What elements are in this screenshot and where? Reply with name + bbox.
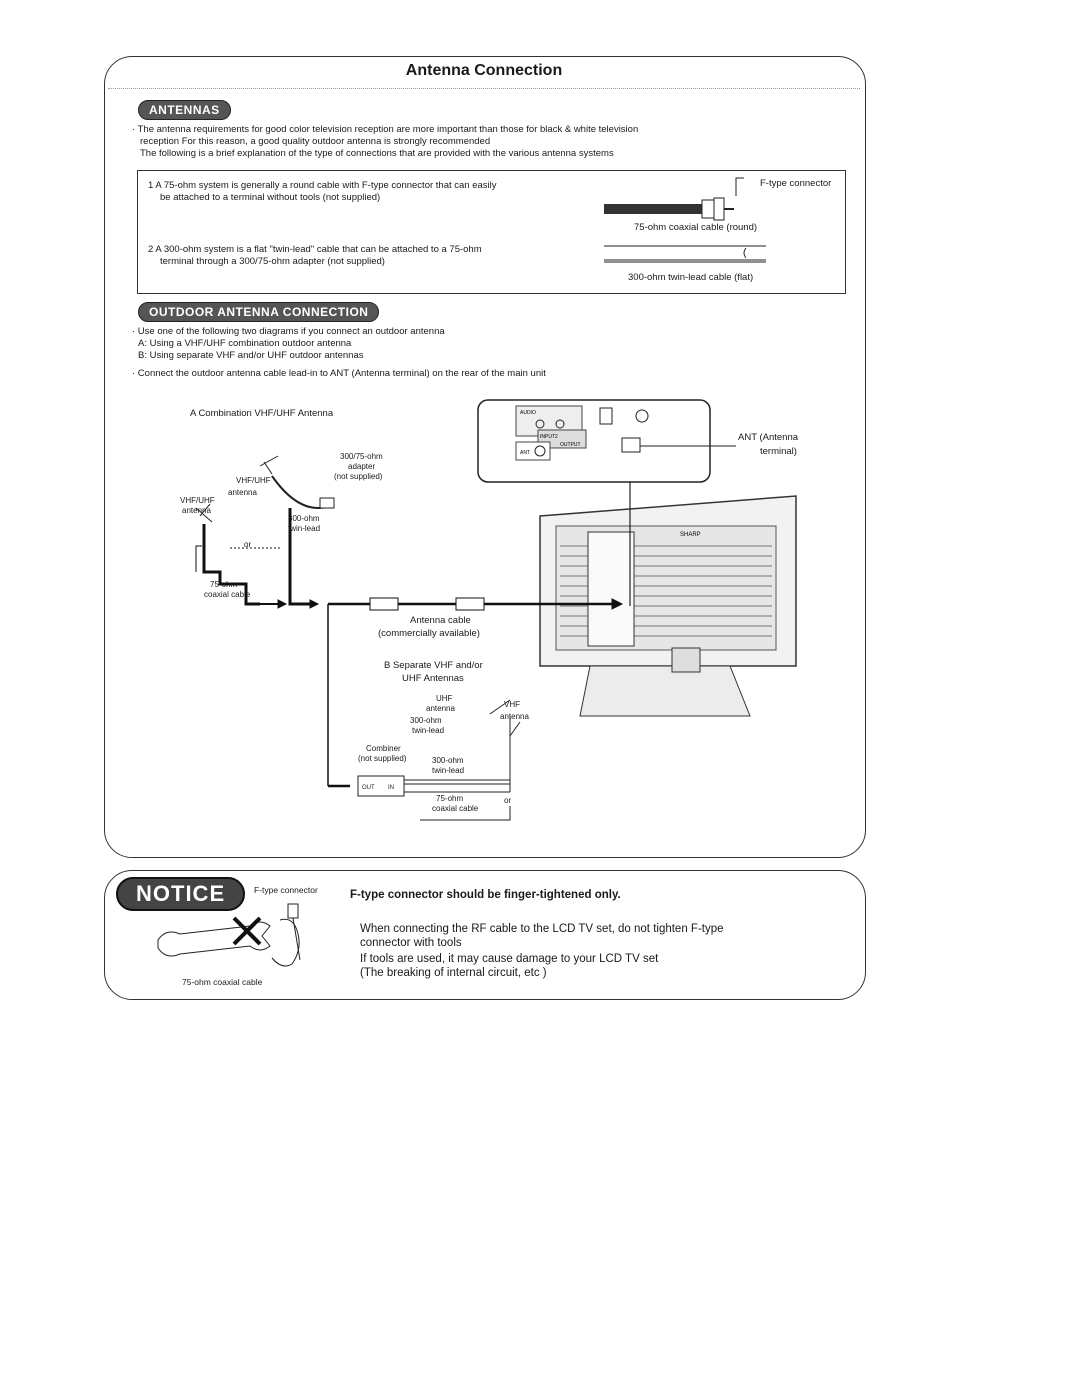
outdoor-line4: · Connect the outdoor antenna cable lead-in to ANT (Antenna terminal) on the rear of the main unit <box>132 368 546 379</box>
twin300c-a: 300-ohm <box>432 756 464 765</box>
item1-line2: be attached to a terminal without tools (not supplied) <box>160 192 381 203</box>
outdoor-pill: OUTDOOR ANTENNA CONNECTION <box>138 302 379 322</box>
twin-label: 300-ohm twin-lead cable (flat) <box>628 272 754 283</box>
coax-cable-icon <box>604 178 744 220</box>
coax75b-a: 75-ohm <box>436 794 464 803</box>
notice-line-3: If tools are used, it may cause damage to your LCD TV set <box>360 953 659 965</box>
ant-terminal-a: ANT (Antenna <box>738 432 799 443</box>
item2-line1: 2 A 300-ohm system is a flat "twin-lead" cable that can be attached to a 75-ohm <box>148 244 482 255</box>
twin300-a: 300-ohm <box>288 514 320 523</box>
twin300-b: twin-lead <box>288 524 321 533</box>
hand-connector-icon <box>272 904 300 966</box>
notice-coax-label: 75-ohm coaxial cable <box>182 977 263 987</box>
vhf-ant-b: antenna <box>500 712 529 721</box>
notice-fconn-label: F-type connector <box>254 885 318 895</box>
notice-line-4: (The breaking of internal circuit, etc ) <box>360 967 547 979</box>
combiner-b: (not supplied) <box>358 754 407 763</box>
antennas-intro-3: The following is a brief explanation of the type of connections that are provided with the various antenna systems <box>140 148 614 159</box>
adapter-label-1: 300/75-ohm <box>340 452 383 461</box>
combo-title: A Combination VHF/UHF Antenna <box>190 408 334 419</box>
connection-diagram <box>160 396 860 836</box>
coax75b-b: coaxial cable <box>432 804 479 813</box>
panel-audio-label: AUDIO <box>520 410 536 416</box>
twin-lead-cable-icon <box>604 246 766 262</box>
fconn-label: F-type connector <box>760 178 832 189</box>
twin300c-b: twin-lead <box>432 766 465 775</box>
vhfuhf-ant1-a: VHF/UHF <box>236 476 271 485</box>
combiner-b-group <box>358 700 520 820</box>
antennas-intro-2: reception For this reason, a good quality outdoor antenna is strongly recommended <box>140 136 491 147</box>
or2-label: or <box>504 796 512 805</box>
combiner-a: Combiner <box>366 744 401 753</box>
vhf-ant-a: VHF <box>504 700 520 709</box>
coax75-a: 75-ohm <box>210 580 238 589</box>
adapter-label-3: (not supplied) <box>334 472 383 481</box>
ant-terminal-b: terminal) <box>760 446 797 457</box>
combiner-in-label: IN <box>388 785 394 791</box>
panel-ant-label: ANT <box>520 450 530 456</box>
combiner-out-label: OUT <box>362 785 375 791</box>
sep-title-a: B Separate VHF and/or <box>384 660 483 671</box>
notice-line-1: When connecting the RF cable to the LCD TV set, do not tighten F-type <box>360 923 724 935</box>
outdoor-line2: A: Using a VHF/UHF combination outdoor antenna <box>138 338 352 349</box>
notice-heading: F-type connector should be finger-tightened only. <box>350 889 621 901</box>
antennas-intro-1: · The antenna requirements for good color television reception are more important than those for black & white television <box>132 124 639 135</box>
tv-rear-illustration <box>540 496 796 716</box>
notice-line-2: connector with tools <box>360 937 462 949</box>
outdoor-line1: · Use one of the following two diagrams if you connect an outdoor antenna <box>132 326 445 337</box>
title-bar <box>108 58 860 89</box>
ant-cable-a: Antenna cable <box>410 615 471 626</box>
vhfuhf-ant1-b: antenna <box>228 488 257 497</box>
panel-output-label: OUTPUT <box>560 442 581 448</box>
vhfuhf-ant2-a: VHF/UHF <box>180 496 215 505</box>
tv-brand-label: SHARP <box>680 532 701 538</box>
panel-input2-label: INPUT2 <box>540 434 558 440</box>
uhf-ant-a: UHF <box>436 694 453 703</box>
cable-illustrations <box>596 176 840 272</box>
outdoor-line3: B: Using separate VHF and/or UHF outdoor antennas <box>138 350 364 361</box>
coax-label: 75-ohm coaxial cable (round) <box>634 222 758 233</box>
terminal-panel-closeup <box>478 400 736 482</box>
coax75-b: coaxial cable <box>204 590 251 599</box>
wrench-warning-illustration <box>150 900 340 980</box>
adapter-label-2: adapter <box>348 462 376 471</box>
twin300b-a: 300-ohm <box>410 716 442 725</box>
antenna-a-icons <box>196 456 334 522</box>
vhfuhf-ant2-b: antenna <box>182 506 211 515</box>
uhf-ant-b: antenna <box>426 704 455 713</box>
or-label: or <box>244 540 252 549</box>
item1-line1: 1 A 75-ohm system is generally a round cable with F-type connector that can easily <box>148 180 497 191</box>
antennas-pill: ANTENNAS <box>138 100 231 120</box>
twin300b-b: twin-lead <box>412 726 445 735</box>
ant-cable-b: (commercially available) <box>378 628 480 639</box>
notice-pill: NOTICE <box>116 877 245 911</box>
sep-title-b: UHF Antennas <box>402 673 464 684</box>
page-title: Antenna Connection <box>405 62 563 79</box>
item2-line2: terminal through a 300/75-ohm adapter (not supplied) <box>160 256 385 267</box>
